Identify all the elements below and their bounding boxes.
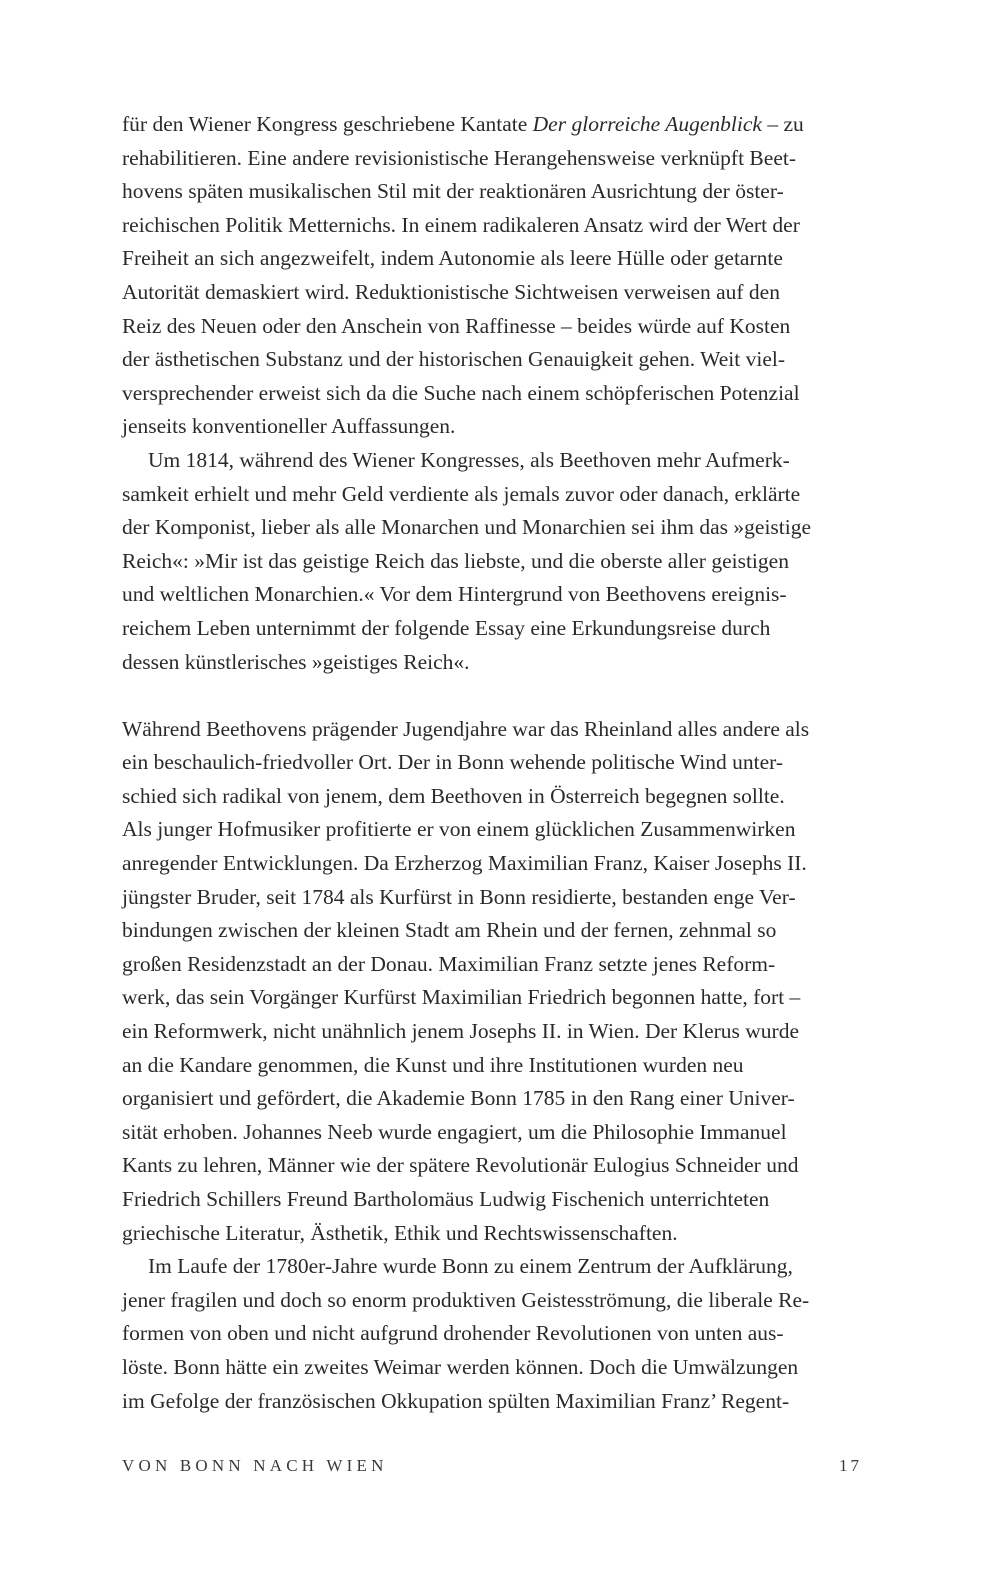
text-line: [122, 511, 862, 545]
text-line: [122, 142, 862, 176]
paragraph: [122, 108, 862, 444]
text-line: [122, 1250, 862, 1284]
text-run: Kants zu lehren, Männer wie der spätere Revolutionär Eulogius Schneider und: [122, 1153, 799, 1178]
text-line: [122, 746, 862, 780]
text-run: griechische Literatur, Ästhetik, Ethik und Rechtswissenschaften.: [122, 1220, 678, 1245]
text-run: organisiert und gefördert, die Akademie Bonn 1785 in den Rang einer Univer-: [122, 1086, 795, 1111]
page-footer: [122, 1456, 862, 1480]
text-line: [122, 444, 862, 478]
text-run: dessen künstlerisches »geistiges Reich«.: [122, 649, 470, 674]
text-run: werk, das sein Vorgänger Kurfürst Maximilian Friedrich begonnen hatte, fort –: [122, 985, 801, 1010]
text-line: [122, 343, 862, 377]
text-line: [122, 377, 862, 411]
text-run: Als junger Hofmusiker profitierte er von einem glücklichen Zusammenwirken: [122, 817, 796, 842]
text-line: [122, 310, 862, 344]
text-line: [122, 847, 862, 881]
text-line: [122, 612, 862, 646]
italic-title: Der glorreiche Augenblick: [532, 112, 762, 136]
page-number: 17: [839, 1456, 862, 1475]
text-line: [122, 813, 862, 847]
text-line: [122, 1385, 862, 1419]
text-line: [122, 914, 862, 948]
text-run: Friedrich Schillers Freund Bartholomäus Ludwig Fischenich unterrichteten: [122, 1187, 770, 1211]
text-line: [122, 713, 862, 747]
text-run: bindungen zwischen der kleinen Stadt am Rhein und der fernen, zehnmal so: [122, 918, 777, 943]
text-line: [122, 1284, 862, 1318]
text-line: [122, 209, 862, 243]
text-run: und weltlichen Monarchien.« Vor dem Hintergrund von Beethovens ereignis-: [122, 582, 787, 607]
text-run: Reiz des Neuen oder den Anschein von Raffinesse – beides würde auf Kosten: [122, 313, 791, 338]
text-run: jenseits konventioneller Auffassungen.: [122, 414, 456, 439]
text-run: Im Laufe der 1780er-Jahre wurde Bonn zu einem Zentrum der Aufklärung,: [148, 1254, 793, 1279]
text-run: ein beschaulich-friedvoller Ort. Der in Bonn wehende politische Wind unter-: [122, 750, 784, 775]
text-run: hovens späten musikalischen Stil mit der reaktionären Ausrichtung der öster-: [122, 179, 784, 204]
text-run: Während Beethovens prägender Jugendjahre war das Rheinland alles andere als: [122, 716, 810, 741]
text-run: ein Reformwerk, nicht unähnlich jenem Josephs II. in Wien. Der Klerus wurde: [122, 1019, 799, 1044]
text-run: reichischen Politik Metternichs. In einem radikaleren Ansatz wird der Wert der: [122, 212, 800, 237]
text-line: [122, 948, 862, 982]
paragraph: [122, 444, 862, 679]
text-line: [122, 646, 862, 680]
text-run: anregender Entwicklungen. Da Erzherzog Maximilian Franz, Kaiser Josephs II.: [122, 851, 807, 876]
text-line: [122, 1015, 862, 1049]
text-line: [122, 1317, 862, 1351]
text-run: Autorität demaskiert wird. Reduktionistische Sichtweisen verweisen auf den: [122, 279, 780, 304]
text-run: samkeit erhielt und mehr Geld verdiente als jemals zuvor oder danach, erklärte: [122, 481, 801, 506]
text-line: [122, 478, 862, 512]
text-line: [122, 981, 862, 1015]
text-run: großen Residenzstadt an der Donau. Maximilian Franz setzte jenes Reform-: [122, 951, 776, 976]
text-run: formen von oben und nicht aufgrund drohender Revolutionen von unten aus-: [122, 1321, 784, 1346]
text-run: Reich«: »Mir ist das geistige Reich das liebste, und die oberste aller geistigen: [122, 548, 789, 573]
text-run: schied sich radikal von jenem, dem Beethoven in Österreich begegnen sollte.: [122, 783, 785, 808]
text-run: Freiheit an sich angezweifelt, indem Autonomie als leere Hülle oder getarnte: [122, 246, 783, 271]
text-line: [122, 108, 862, 142]
text-run: an die Kandare genommen, die Kunst und ihre Institutionen wurden neu: [122, 1052, 744, 1077]
text-line: [122, 1116, 862, 1150]
text-run: löste. Bonn hätte ein zweites Weimar werden können. Doch die Umwälzungen: [122, 1354, 799, 1379]
text-line: [122, 1217, 862, 1251]
text-run: der ästhetischen Substanz und der historischen Genauigkeit gehen. Weit viel-: [122, 347, 785, 372]
text-run: jüngster Bruder, seit 1784 als Kurfürst in Bonn residierte, bestanden enge Ver-: [122, 884, 796, 909]
text-line: [122, 410, 862, 444]
text-run: reichem Leben unternimmt der folgende Essay eine Erkundungsreise durch: [122, 615, 771, 640]
text-line: [122, 1149, 862, 1183]
text-run: sität erhoben. Johannes Neeb wurde engagiert, um die Philosophie Immanuel: [122, 1119, 787, 1144]
text-line: [122, 242, 862, 276]
body-text: [122, 108, 862, 1418]
text-run: jener fragilen und doch so enorm produktiven Geistesströmung, die liberale Re-: [122, 1287, 810, 1312]
running-head: VON BONN NACH WIEN: [122, 1456, 388, 1475]
text-line: [122, 780, 862, 814]
text-run: – zu: [761, 112, 804, 136]
text-run: Um 1814, während des Wiener Kongresses, als Beethoven mehr Aufmerk-: [148, 447, 790, 472]
text-run: für den Wiener Kongress geschriebene Kantate: [122, 112, 533, 136]
text-line: [122, 1082, 862, 1116]
text-run: rehabilitieren. Eine andere revisionistische Herangehensweise verknüpft Beet-: [122, 145, 796, 170]
paragraph: [122, 713, 862, 1251]
text-line: [122, 175, 862, 209]
text-line: [122, 1351, 862, 1385]
text-line: [122, 1049, 862, 1083]
paragraph: [122, 1250, 862, 1418]
text-run: versprechender erweist sich da die Suche nach einem schöpferischen Potenzial: [122, 380, 800, 405]
section-break: [122, 679, 862, 713]
text-run: der Komponist, lieber als alle Monarchen und Monarchien sei ihm das »geistige: [122, 515, 812, 540]
text-line: [122, 578, 862, 612]
text-line: [122, 276, 862, 310]
text-line: [122, 1183, 862, 1217]
text-line: [122, 881, 862, 915]
text-line: [122, 545, 862, 579]
text-run: im Gefolge der französischen Okkupation spülten Maximilian Franz’ Regent-: [122, 1388, 790, 1413]
